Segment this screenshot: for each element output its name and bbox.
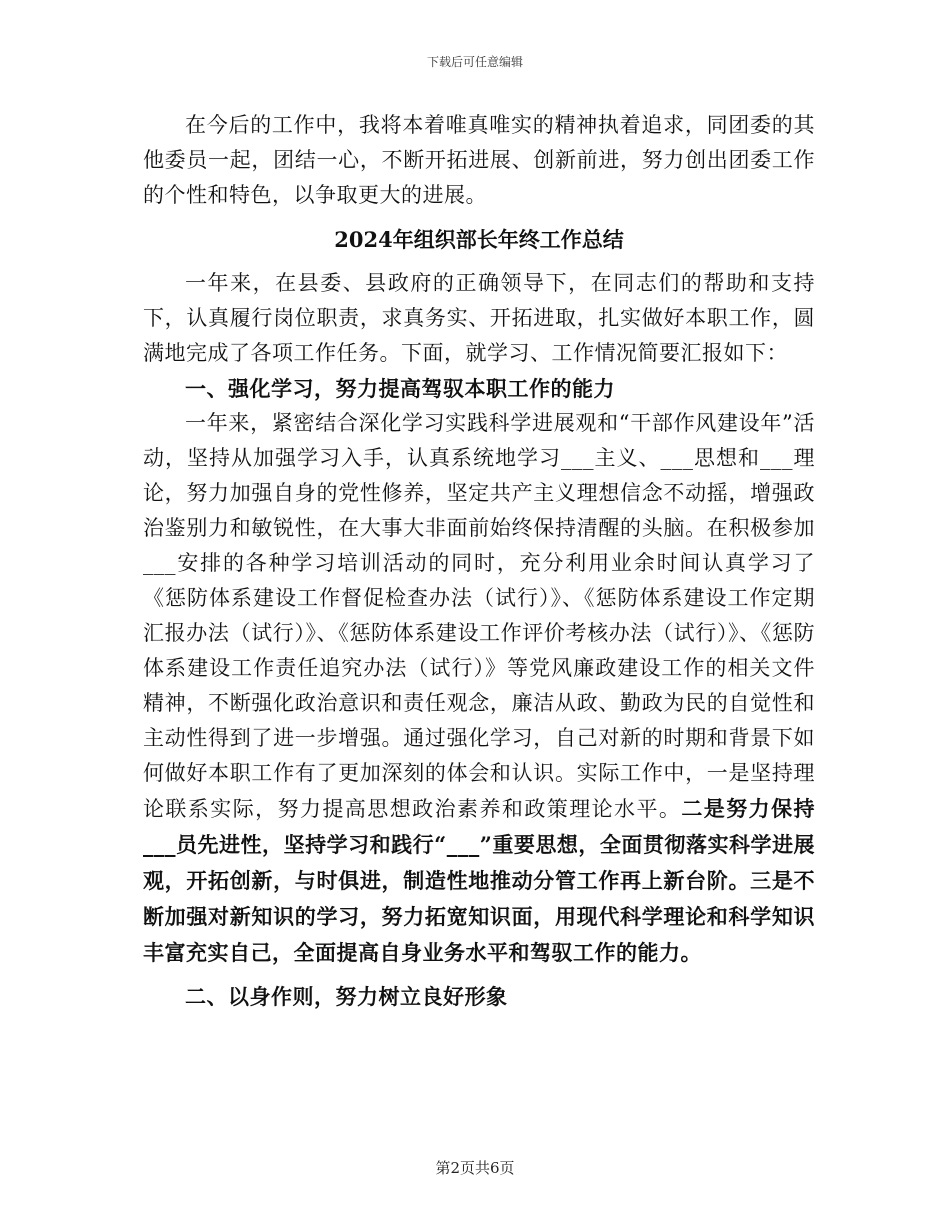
section-1-text-bold: 二是努力保持___员先进性，坚持学习和践行“___”重要思想，全面贯彻落实科学进展观，开拓创新，与时俱进，制造性地推动分管工作再上新台阶。三是不断加强对新知识的学习，努力拓宽知识面，用现代科学理论和科学知识丰富充实自己，全面提高自身业务水平和驾驭工作的能力。	[143, 796, 815, 965]
document-body	[143, 108, 815, 1014]
intro-paragraph: 在今后的工作中，我将本着唯真唯实的精神执着追求，同团委的其他委员一起，团结一心，不断开拓进展、创新前进，努力创出团委工作的个性和特色，以争取更大的进展。	[143, 113, 815, 207]
page-number: 第2页共6页	[435, 1159, 515, 1177]
page-header-note: 下载后可任意编辑	[426, 55, 523, 69]
opening-paragraph: 一年来，在县委、县政府的正确领导下，在同志们的帮助和支持下，认真履行岗位职责，求真务实、开拓进取，扎实做好本职工作，圆满地完成了各项工作任务。下面，就学习、工作情况简要汇报如下：	[143, 271, 815, 365]
section-1-paragraph	[143, 406, 815, 971]
section-2-heading: 二、以身作则，努力树立良好形象	[185, 984, 508, 1009]
document-title: 2024年组织部长年终工作总结	[334, 227, 624, 252]
section-1-heading: 一、强化学习，努力提高驾驭本职工作的能力	[185, 376, 615, 401]
section-1-text-normal: 一年来，紧密结合深化学习实践科学进展观和“干部作风建设年”活动，坚持从加强学习入手，认真系统地学习___主义、___思想和___理论，努力加强自身的党性修养，坚定共产主义理想信念不动摇，增强政治鉴别力和敏锐性，在大事大非面前始终保持清醒的头脑。在积极参加___安排的各种学习培训活动的同时，充分利用业余时间认真学习了《惩防体系建设工作督促检查办法（试行）》、《惩防体系建设工作定期汇报办法（试行）》、《惩防体系建设工作评价考核办法（试行）》、《惩防体系建设工作责任追究办法（试行）》等党风廉政建设工作的相关文件精神，不断强化政治意识和责任观念，廉洁从政、勤政为民的自觉性和主动性得到了进一步增强。通过强化学习，自己对新的时期和背景下如何做好本职工作有了更加深刻的体会和认识。实际工作中，一是坚持理论联系实际，努力提高思想政治素养和政策理论水平。	[143, 411, 815, 821]
